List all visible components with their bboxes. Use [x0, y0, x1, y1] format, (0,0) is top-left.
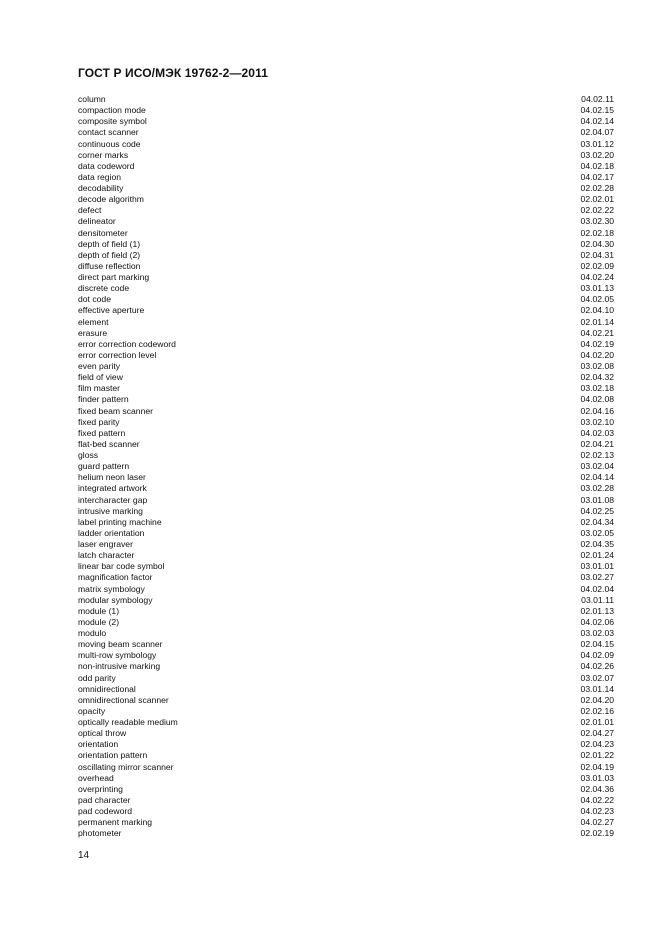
index-code: 02.04.15 — [580, 639, 614, 650]
index-entry — [78, 550, 614, 561]
index-code: 04.02.04 — [580, 583, 614, 594]
index-term: flat-bed scanner — [78, 438, 140, 449]
index-code: 02.04.23 — [580, 739, 614, 750]
index-code: 02.01.01 — [580, 717, 614, 727]
index-code: 02.02.16 — [580, 705, 614, 716]
index-term: intrusive marking — [78, 505, 143, 516]
index-term: multi-row symbology — [78, 650, 157, 661]
index-code: 04.02.09 — [580, 650, 614, 661]
index-entry — [78, 417, 614, 428]
index-code: 04.02.20 — [580, 349, 614, 360]
index-term: field of view — [78, 372, 123, 383]
index-term: delineator — [78, 216, 116, 227]
index-entry — [78, 806, 614, 817]
index-term: fixed parity — [78, 416, 120, 427]
index-entry — [78, 617, 614, 628]
index-entry — [78, 194, 614, 205]
index-code: 04.02.14 — [580, 116, 614, 127]
index-term: fixed pattern — [78, 427, 126, 438]
index-entry — [78, 161, 614, 172]
index-term: even parity — [78, 361, 121, 371]
index-entry — [78, 406, 614, 417]
index-term: column — [78, 94, 106, 104]
index-code: 04.02.08 — [580, 394, 614, 405]
index-entry — [78, 361, 614, 372]
index-entry — [78, 250, 614, 261]
index-entry — [78, 650, 614, 661]
index-code: 03.01.01 — [580, 561, 614, 572]
index-code: 02.04.19 — [580, 761, 614, 772]
index-entry — [78, 228, 614, 239]
index-code: 02.04.10 — [580, 305, 614, 316]
index-entry — [78, 372, 614, 383]
index-term: discrete code — [78, 283, 130, 294]
index-entry — [78, 105, 614, 116]
index-term: magnification factor — [78, 572, 153, 583]
index-term: helium neon laser — [78, 472, 146, 483]
index-term: diffuse reflection — [78, 260, 141, 271]
index-entry — [78, 150, 614, 161]
index-entry — [78, 450, 614, 461]
index-term: modulo — [78, 628, 107, 638]
index-term: omnidirectional — [78, 683, 136, 694]
index-code: 02.04.30 — [580, 238, 614, 249]
index-entry — [78, 317, 614, 328]
index-code: 02.04.16 — [580, 405, 614, 416]
index-code: 03.01.08 — [580, 494, 614, 505]
index-entry — [78, 239, 614, 250]
index-term: module (1) — [78, 605, 120, 616]
index-entry — [78, 439, 614, 450]
index-entry — [78, 127, 614, 138]
index-code: 02.02.28 — [580, 183, 614, 193]
index-code: 03.02.30 — [580, 216, 614, 227]
index-code: 02.02.18 — [580, 227, 614, 238]
index-code: 02.04.36 — [580, 783, 614, 794]
index-term: permanent marking — [78, 817, 153, 828]
index-entry — [78, 294, 614, 305]
index-entry — [78, 205, 614, 216]
index-entry — [78, 584, 614, 595]
index-code: 03.02.07 — [580, 672, 614, 683]
index-entry — [78, 495, 614, 506]
index-term: omnidirectional scanner — [78, 694, 169, 705]
index-code: 03.02.18 — [580, 383, 614, 394]
index-code: 04.02.21 — [580, 327, 614, 338]
index-entry — [78, 673, 614, 684]
index-term: pad character — [78, 794, 131, 805]
index-entry — [78, 383, 614, 394]
index-term: orientation — [78, 739, 119, 750]
index-term: pad codeword — [78, 806, 132, 816]
index-term: decodability — [78, 183, 124, 193]
index-code: 04.02.15 — [580, 105, 614, 116]
index-term: orientation pattern — [78, 750, 148, 761]
index-entry — [78, 695, 614, 706]
index-term: effective aperture — [78, 305, 145, 316]
index-entry — [78, 172, 614, 183]
index-entry — [78, 828, 614, 839]
index-entry — [78, 817, 614, 828]
index-entry — [78, 595, 614, 606]
index-code: 03.02.08 — [580, 361, 614, 371]
index-code: 03.01.14 — [580, 683, 614, 694]
index-term: corner marks — [78, 149, 129, 160]
index-entry — [78, 261, 614, 272]
index-code: 04.02.06 — [580, 616, 614, 627]
document-header: ГОСТ Р ИСО/МЭК 19762-2—2011 — [78, 66, 268, 80]
index-term: moving beam scanner — [78, 639, 163, 650]
index-code: 02.02.09 — [580, 260, 614, 271]
index-entry — [78, 728, 614, 739]
index-term: label printing machine — [78, 516, 162, 527]
index-entry — [78, 539, 614, 550]
index-term: laser engraver — [78, 539, 133, 549]
index-entry — [78, 139, 614, 150]
index-entry — [78, 606, 614, 617]
index-term: error correction codeword — [78, 338, 176, 349]
index-code: 04.02.19 — [580, 338, 614, 349]
index-code: 02.02.13 — [580, 450, 614, 460]
index-code: 04.02.26 — [580, 661, 614, 672]
index-term: film master — [78, 383, 121, 394]
index-term: data region — [78, 171, 122, 182]
index-code: 02.04.35 — [580, 539, 614, 549]
index-term: finder pattern — [78, 394, 129, 405]
index-code: 04.02.24 — [580, 272, 614, 282]
index-term: overprinting — [78, 783, 123, 794]
index-term: module (2) — [78, 616, 120, 627]
index-entry — [78, 305, 614, 316]
index-term: modular symbology — [78, 594, 153, 605]
index-code: 04.02.23 — [580, 806, 614, 816]
index-entry — [78, 762, 614, 773]
index-code: 02.02.01 — [580, 194, 614, 205]
index-entry — [78, 528, 614, 539]
index-term: latch character — [78, 550, 135, 561]
index-entry — [78, 628, 614, 639]
index-entry — [78, 750, 614, 761]
index-term: element — [78, 316, 109, 327]
index-code: 02.04.31 — [580, 249, 614, 260]
index-code: 02.04.27 — [580, 728, 614, 739]
index-entry — [78, 116, 614, 127]
index-entry — [78, 639, 614, 650]
index-code: 02.01.13 — [580, 605, 614, 616]
index-term: guard pattern — [78, 461, 130, 472]
index-term: densitometer — [78, 227, 128, 238]
index-code: 03.01.12 — [580, 138, 614, 149]
index-entry — [78, 350, 614, 361]
index-term: continuous code — [78, 138, 141, 149]
page-number: 14 — [78, 850, 90, 861]
index-term: matrix symbology — [78, 583, 145, 594]
index-term: gloss — [78, 450, 99, 460]
index-entry — [78, 461, 614, 472]
index-entry — [78, 328, 614, 339]
index-code: 04.02.18 — [580, 160, 614, 171]
index-entry — [78, 472, 614, 483]
index-entry — [78, 795, 614, 806]
index-code: 02.01.14 — [580, 316, 614, 327]
index-code: 02.04.20 — [580, 694, 614, 705]
index-entry — [78, 706, 614, 717]
index-term: depth of field (1) — [78, 238, 141, 249]
index-entry — [78, 216, 614, 227]
index-term: optically readable medium — [78, 717, 178, 727]
index-code: 04.02.25 — [580, 505, 614, 516]
index-code: 02.02.22 — [580, 205, 614, 216]
index-code: 03.02.03 — [580, 628, 614, 638]
index-code: 02.01.22 — [580, 750, 614, 761]
index-term: photometer — [78, 828, 122, 839]
index-entry — [78, 717, 614, 728]
index-code: 02.02.19 — [580, 828, 614, 839]
index-term: intercharacter gap — [78, 494, 148, 505]
index-code: 03.02.04 — [580, 461, 614, 472]
index-code: 03.01.11 — [581, 594, 614, 605]
index-term: linear bar code symbol — [78, 561, 165, 572]
index-code: 03.02.28 — [580, 483, 614, 494]
index-code: 04.02.11 — [581, 94, 614, 104]
index-entry — [78, 394, 614, 405]
index-term: overhead — [78, 772, 114, 783]
index-entry — [78, 773, 614, 784]
index-term: defect — [78, 205, 102, 216]
index-term: error correction level — [78, 349, 157, 360]
index-code: 04.02.17 — [580, 171, 614, 182]
index-term: direct part marking — [78, 272, 150, 282]
index-term: integrated artwork — [78, 483, 147, 494]
index-code: 03.02.05 — [580, 527, 614, 538]
index-entry — [78, 661, 614, 672]
index-entry — [78, 283, 614, 294]
index-term: odd parity — [78, 672, 116, 683]
index-entry — [78, 561, 614, 572]
index-term: composite symbol — [78, 116, 147, 127]
index-entry — [78, 339, 614, 350]
index-code: 02.04.34 — [580, 516, 614, 527]
index-code: 03.02.10 — [580, 416, 614, 427]
index-entry — [78, 517, 614, 528]
term-index-list — [78, 94, 614, 839]
index-entry — [78, 739, 614, 750]
index-term: data codeword — [78, 160, 135, 171]
index-code: 03.01.03 — [580, 772, 614, 783]
index-entry — [78, 506, 614, 517]
index-term: opacity — [78, 705, 106, 716]
index-term: erasure — [78, 327, 108, 338]
index-term: fixed beam scanner — [78, 405, 153, 416]
index-entry — [78, 483, 614, 494]
index-term: contact scanner — [78, 127, 139, 138]
index-term: compaction mode — [78, 105, 146, 116]
index-entry — [78, 183, 614, 194]
index-entry — [78, 784, 614, 795]
index-term: ladder orientation — [78, 527, 145, 538]
index-code: 03.02.27 — [580, 572, 614, 583]
index-term: optical throw — [78, 728, 127, 739]
index-code: 02.01.24 — [580, 550, 614, 561]
index-code: 04.02.05 — [580, 294, 614, 305]
index-term: oscillating mirror scanner — [78, 761, 174, 772]
index-entry — [78, 572, 614, 583]
index-code: 02.04.21 — [580, 438, 614, 449]
index-code: 02.04.07 — [580, 127, 614, 138]
index-code: 03.01.13 — [580, 283, 614, 294]
index-code: 04.02.22 — [580, 794, 614, 805]
index-term: decode algorithm — [78, 194, 144, 205]
index-code: 04.02.27 — [580, 817, 614, 828]
index-entry — [78, 684, 614, 695]
index-term: depth of field (2) — [78, 249, 141, 260]
index-code: 02.04.14 — [580, 472, 614, 483]
index-entry — [78, 272, 614, 283]
index-code: 04.02.03 — [580, 427, 614, 438]
index-entry — [78, 94, 614, 105]
index-code: 02.04.32 — [580, 372, 614, 383]
index-code: 03.02.20 — [580, 149, 614, 160]
index-entry — [78, 428, 614, 439]
index-term: dot code — [78, 294, 111, 305]
index-term: non-intrusive marking — [78, 661, 161, 672]
